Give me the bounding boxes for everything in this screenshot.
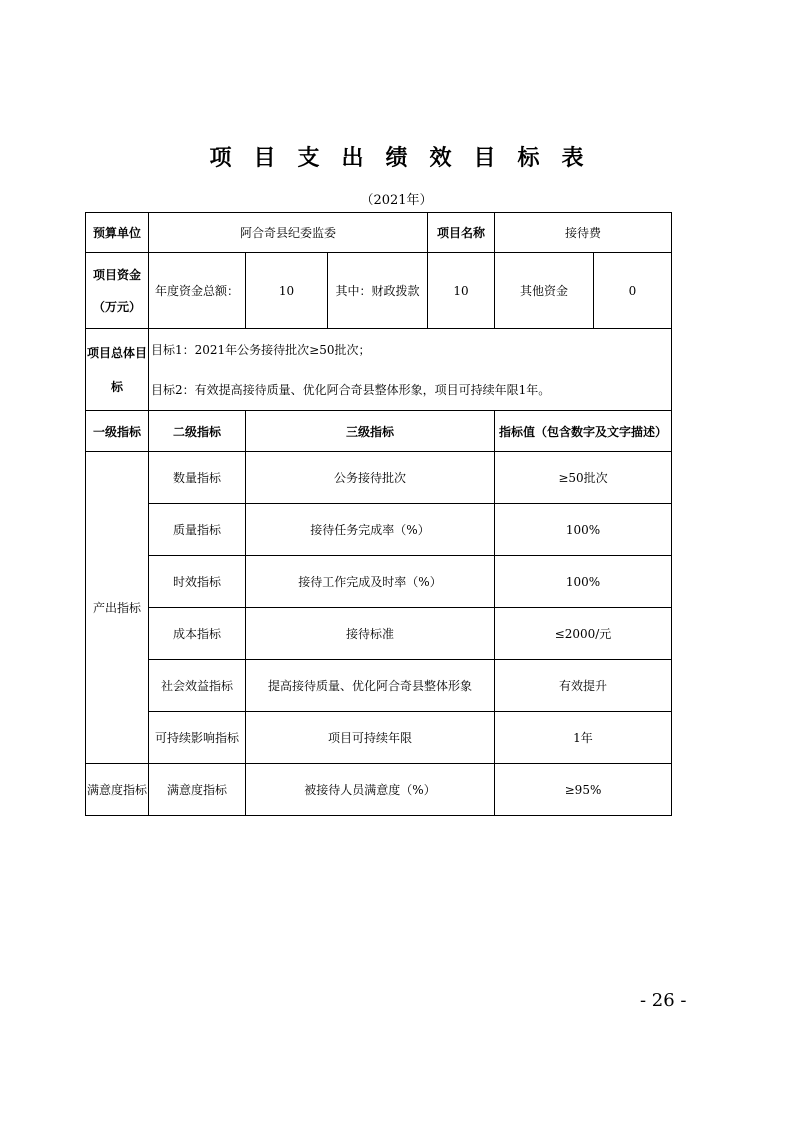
- indicator-value-cell: 100%: [495, 556, 672, 608]
- budget-unit-label: 预算单位: [86, 213, 149, 253]
- indicator-value-cell: 有效提升: [495, 660, 672, 712]
- project-funds-label: [86, 253, 149, 329]
- annual-total-label: 年度资金总额：: [149, 253, 246, 329]
- level2-cell: 时效指标: [149, 556, 246, 608]
- fiscal-allocation-label: 其中：财政拨款: [328, 253, 428, 329]
- fiscal-allocation-value: 10: [428, 253, 495, 329]
- level2-cell: 成本指标: [149, 608, 246, 660]
- level3-header: 三级指标: [246, 411, 495, 452]
- page-title: 项目支出绩效目标表: [209, 146, 606, 171]
- level3-cell: 项目可持续年限: [246, 712, 495, 764]
- level2-cell: 满意度指标: [149, 764, 246, 816]
- table-row: [86, 556, 672, 608]
- page-number: - 26 -: [640, 990, 687, 1011]
- table-row: [86, 660, 672, 712]
- indicator-value-header: 指标值（包含数字及文字描述）: [495, 411, 672, 452]
- table-row: [86, 608, 672, 660]
- table-row: [86, 712, 672, 764]
- other-funds-value: 0: [594, 253, 672, 329]
- level2-cell: 数量指标: [149, 452, 246, 504]
- level2-cell: 质量指标: [149, 504, 246, 556]
- table-row: [86, 764, 672, 816]
- satisfaction-indicator-label: 满意度指标: [86, 764, 149, 816]
- level1-header: 一级指标: [86, 411, 149, 452]
- annual-total-value: 10: [246, 253, 328, 329]
- indicator-value-cell: ≥50批次: [495, 452, 672, 504]
- overall-objective-content: [149, 329, 672, 411]
- indicator-value-cell: 100%: [495, 504, 672, 556]
- level2-header: 二级指标: [149, 411, 246, 452]
- project-name-label: 项目名称: [428, 213, 495, 253]
- table-row: [86, 504, 672, 556]
- level2-cell: 社会效益指标: [149, 660, 246, 712]
- budget-unit-row: [86, 213, 672, 253]
- budget-unit-value: 阿合奇县纪委监委: [149, 213, 428, 253]
- level3-cell: 被接待人员满意度（%）: [246, 764, 495, 816]
- objective-row: [86, 329, 672, 411]
- table-row: [86, 452, 672, 504]
- indicator-value-cell: ≥95%: [495, 764, 672, 816]
- indicator-value-cell: 1年: [495, 712, 672, 764]
- level3-cell: 接待工作完成及时率（%）: [246, 556, 495, 608]
- level3-cell: 提高接待质量、优化阿合奇县整体形象: [246, 660, 495, 712]
- level2-cell: 可持续影响指标: [149, 712, 246, 764]
- indicator-header-row: [86, 411, 672, 452]
- objective-goal-1: 目标1：2021年公务接待批次≥50批次；: [151, 342, 371, 357]
- other-funds-label: 其他资金: [495, 253, 594, 329]
- objective-goal-2: 目标2：有效提高接待质量、优化阿合奇县整体形象，项目可持续年限1年。: [151, 382, 551, 397]
- level3-cell: 接待标准: [246, 608, 495, 660]
- overall-objective-label: 项目总体目标: [86, 329, 149, 411]
- level3-cell: 接待任务完成率（%）: [246, 504, 495, 556]
- project-name-value: 接待费: [495, 213, 672, 253]
- project-funds-label-line2: （万元）: [92, 299, 141, 314]
- funds-row: [86, 253, 672, 329]
- level3-cell: 公务接待批次: [246, 452, 495, 504]
- year-label: （2021年）: [360, 193, 433, 208]
- output-indicator-label: 产出指标: [86, 452, 149, 764]
- project-funds-label-line1: 项目资金: [92, 267, 141, 282]
- performance-table: [85, 212, 672, 816]
- indicator-value-cell: ≤2000/元: [495, 608, 672, 660]
